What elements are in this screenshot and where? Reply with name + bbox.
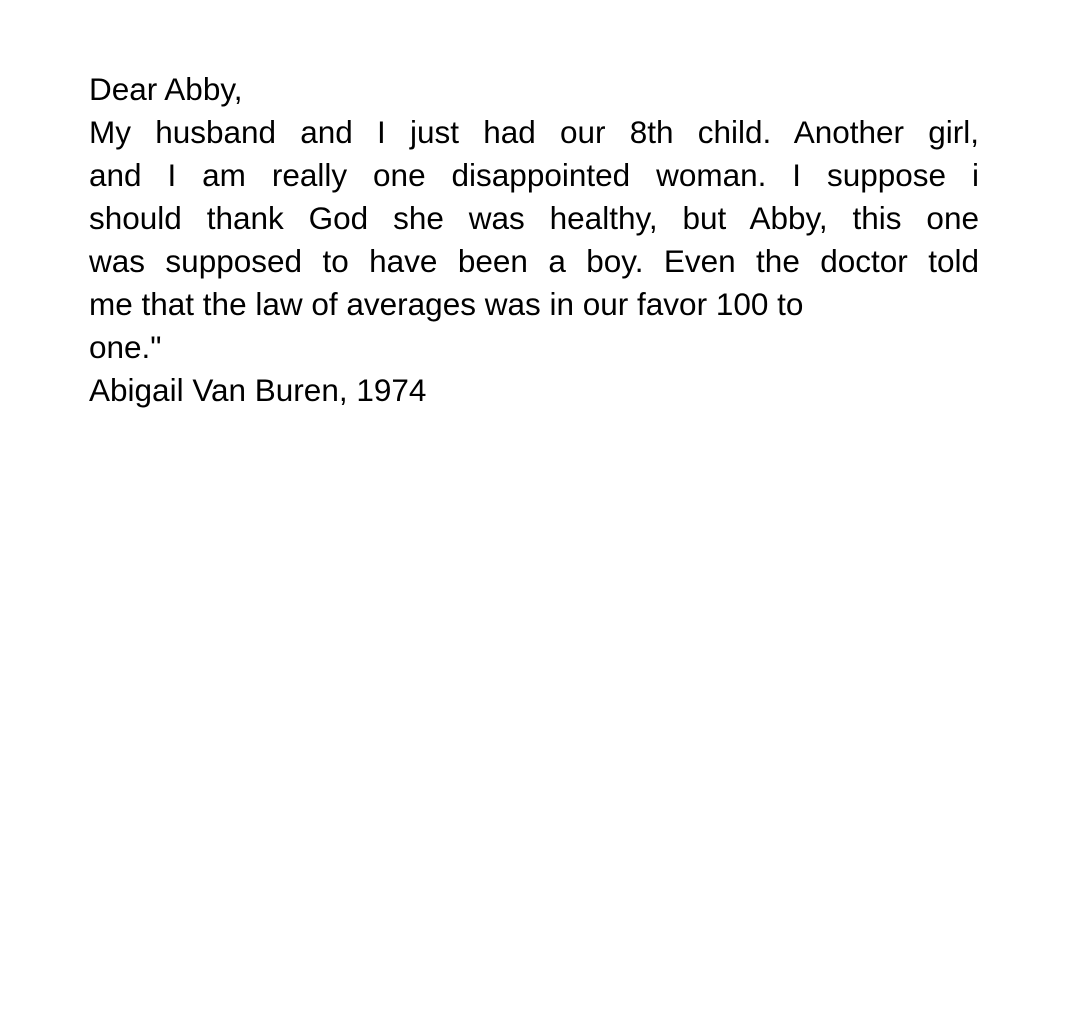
body-line: and I am really one disappointed woman. I suppose i xyxy=(89,157,979,193)
body-line: should thank God she was healthy, but Abby, this one xyxy=(89,200,979,236)
body-line: was supposed to have been a boy. Even the doctor told xyxy=(89,243,979,279)
salutation: Dear Abby, xyxy=(89,71,243,107)
letter-text xyxy=(89,68,989,412)
body-line: me that the law of averages was in our favor 100 to xyxy=(89,286,804,322)
attribution: Abigail Van Buren, 1974 xyxy=(89,372,427,408)
body-line: one." xyxy=(89,329,162,365)
body-line: My husband and I just had our 8th child. Another girl, xyxy=(89,114,979,150)
